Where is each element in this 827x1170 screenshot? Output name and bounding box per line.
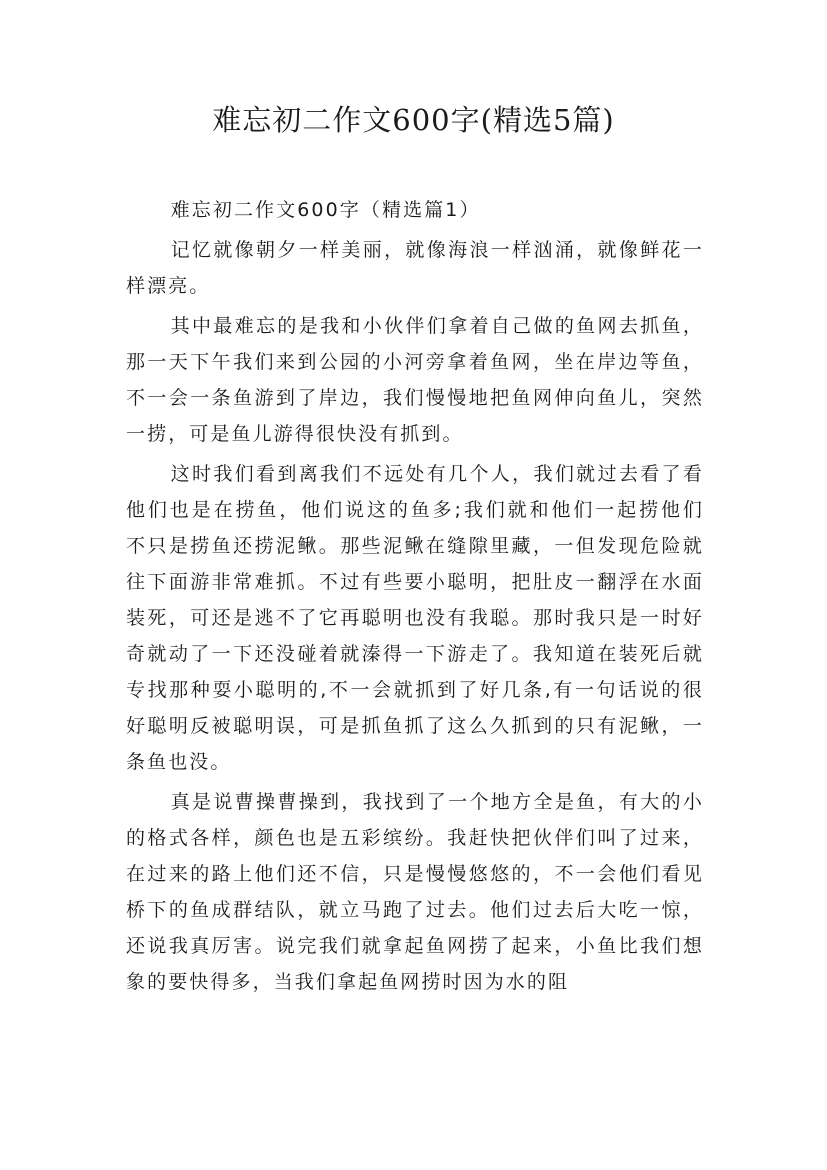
document-title: 难忘初二作文600字(精选5篇) [212,103,615,137]
section-subheading: 难忘初二作文600字（精选篇1） [170,199,481,221]
document-body [126,192,704,1004]
paragraph: 这时我们看到离我们不远处有几个人，我们就过去看了看他们也是在捞鱼，他们说这的鱼多;我们就和他们一起捞他们不只是捞鱼还捞泥鳅。那些泥鳅在缝隙里藏，一但发现危险就往下面游非常难抓。不过有些要小聪明，把肚皮一翻浮在水面装死，可还是逃不了它再聪明也没有我聪。那时我只是一时好奇就动了一下还没碰着就溱得一下游走了。我知道在装死后就专找那种耍小聪明的,不一会就抓到了好几条,有一句话说的很好聪明反被聪明误，可是抓鱼抓了这么久抓到的只有泥鳅，一条鱼也没。 [126,463,704,773]
paragraph: 其中最难忘的是我和小伙伴们拿着自己做的鱼网去抓鱼，那一天下午我们来到公园的小河旁拿着鱼网，坐在岸边等鱼，不一会一条鱼游到了岸边，我们慢慢地把鱼网伸向鱼儿，突然一捞，可是鱼儿游得很快没有抓到。 [126,315,704,445]
paragraph: 记忆就像朝夕一样美丽，就像海浪一样汹涌，就像鲜花一样漂亮。 [126,239,704,297]
paragraph: 真是说曹操曹操到，我找到了一个地方全是鱼，有大的小的格式各样，颜色也是五彩缤纷。我赶快把伙伴们叫了过来，在过来的路上他们还不信，只是慢慢悠悠的，不一会他们看见桥下的鱼成群结队，就立马跑了过去。他们过去后大吃一惊，还说我真厉害。说完我们就拿起鱼网捞了起来，小鱼比我们想象的要快得多，当我们拿起鱼网捞时因为水的阻 [126,791,704,993]
